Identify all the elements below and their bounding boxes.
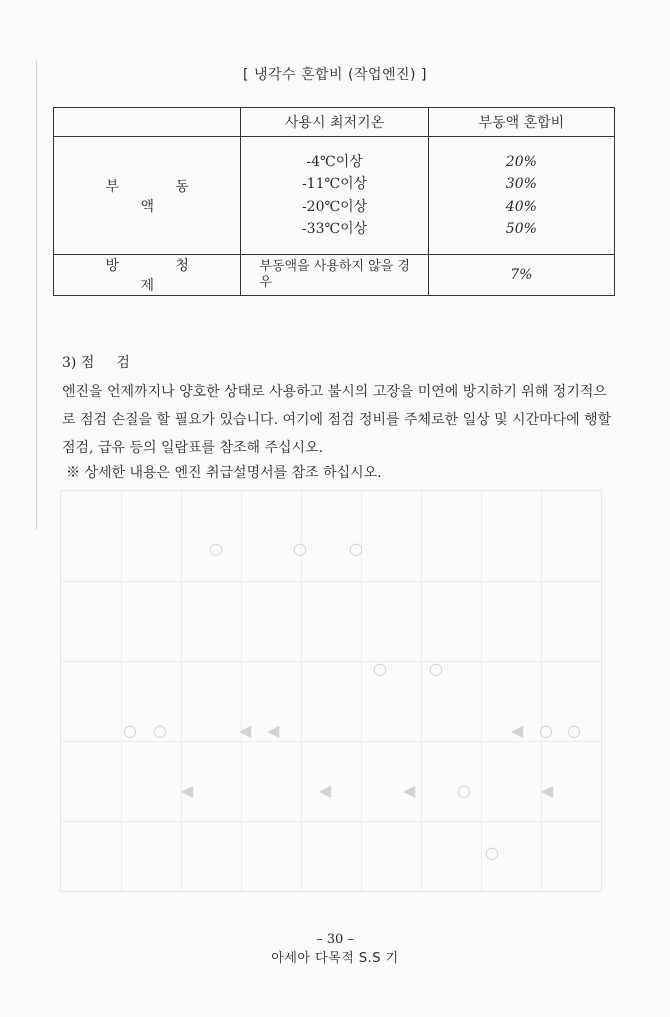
ratio-value: 50% xyxy=(505,221,537,237)
section-name: 검 xyxy=(116,355,130,371)
antifreeze-temps xyxy=(241,137,428,255)
ratio-value: 30% xyxy=(505,176,537,192)
section-heading xyxy=(62,352,130,372)
bleed-through-edge xyxy=(36,60,51,530)
antifreeze-label: 부 동 액 xyxy=(54,137,241,255)
footer-brand: 아세아 다목적 S.S 기 xyxy=(271,951,399,966)
coolant-mix-table xyxy=(53,107,615,296)
table-title: [ 냉각수 혼합비 (작업엔진) ] xyxy=(243,67,427,83)
temp-value: -20℃이상 xyxy=(301,198,368,215)
temp-value: -33℃이상 xyxy=(301,221,368,237)
header-blank xyxy=(54,108,241,137)
header-mix-ratio: 부동액 혼합비 xyxy=(428,108,614,137)
inspection-paragraph: 엔진을 언제까지나 양호한 상태로 사용하고 불시의 고장을 미연에 방지하기 위해 정기적으로 점검 손질을 할 필요가 있습니다. 여기에 점검 정비를 주체로한 일상 및 시간마다에 행할 점검, 급유 등의 일람표를 참조해 주십시오. xyxy=(62,384,612,456)
reference-note: ※ 상세한 내용은 엔진 취급설명서를 참조 하십시오. xyxy=(66,465,382,481)
page-number: – 30 – xyxy=(316,932,354,947)
rust-inhibitor-row xyxy=(54,255,615,296)
rust-inhibitor-condition: 부동액을 사용하지 않을 경우 xyxy=(241,255,428,296)
antifreeze-row xyxy=(54,137,615,255)
bleed-through-grid: ○ ○ ○ ○ ○ ○ ○ ◀ ◀ ◀ ○ ○ ◀ ◀ ◀ ○ ◀ ○ xyxy=(60,490,602,892)
rust-inhibitor-ratio: 7% xyxy=(428,255,614,296)
section-number: 3) 점 xyxy=(62,355,95,371)
ratio-value: 40% xyxy=(505,198,537,215)
temp-value: -4℃이상 xyxy=(306,153,363,170)
table-header-row xyxy=(54,108,615,137)
rust-inhibitor-label: 방 청 제 xyxy=(54,255,241,296)
header-min-temp: 사용시 최저기온 xyxy=(241,108,428,137)
antifreeze-ratios xyxy=(428,137,614,255)
ratio-value: 20% xyxy=(505,153,537,170)
temp-value: -11℃이상 xyxy=(301,176,368,192)
